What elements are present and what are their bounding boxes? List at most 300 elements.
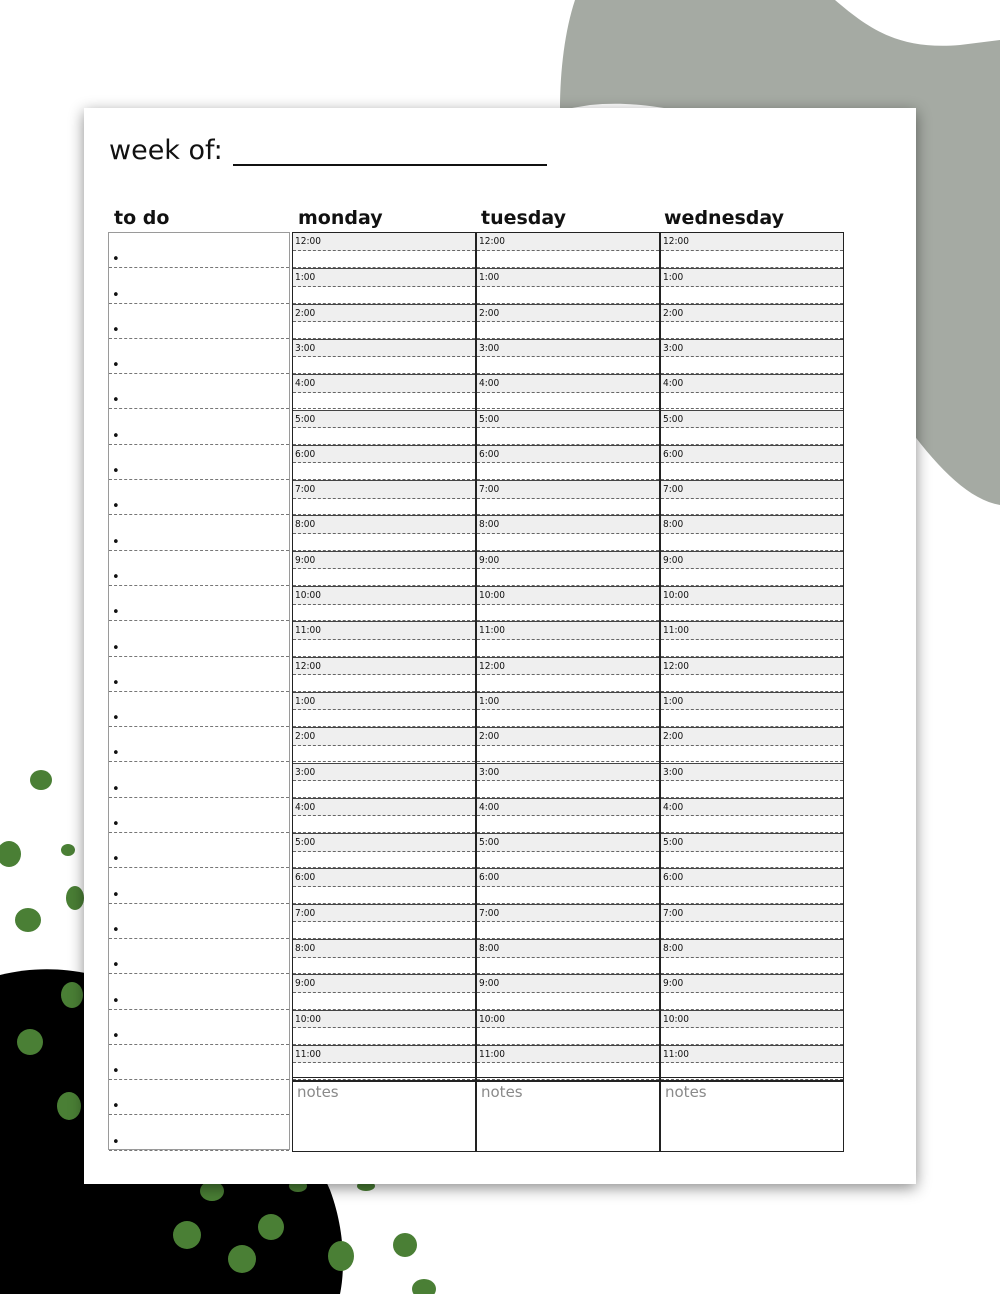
todo-item[interactable]	[109, 445, 289, 480]
slot-lower-half	[293, 921, 475, 939]
time-slot[interactable]	[661, 515, 843, 550]
todo-item[interactable]	[109, 763, 289, 798]
time-label: 4:00	[479, 801, 500, 813]
todo-heading: to do	[114, 207, 170, 229]
slot-upper-half	[661, 799, 843, 817]
todo-item[interactable]	[109, 1080, 289, 1115]
todo-item[interactable]	[109, 621, 289, 656]
time-label: 8:00	[663, 943, 684, 954]
bullet-icon: •	[112, 252, 120, 268]
todo-item[interactable]	[109, 1010, 289, 1045]
time-slot[interactable]	[477, 904, 659, 939]
bullet-icon: •	[112, 322, 120, 338]
slot-upper-half	[293, 411, 475, 429]
time-label: 7:00	[663, 484, 684, 496]
time-slot[interactable]	[293, 374, 475, 409]
time-label: 1:00	[479, 272, 500, 284]
time-slot[interactable]	[661, 304, 843, 339]
slot-lower-half	[661, 463, 843, 481]
todo-item[interactable]	[109, 1116, 289, 1151]
slot-lower-half	[477, 674, 659, 692]
slot-lower-half	[293, 710, 475, 728]
todo-item[interactable]	[109, 374, 289, 409]
slot-lower-half	[477, 604, 659, 622]
notes-label: notes	[665, 1083, 707, 1101]
time-label: 5:00	[295, 837, 316, 849]
time-slot[interactable]	[293, 586, 475, 621]
time-label: 12:00	[663, 660, 689, 672]
time-label: 10:00	[479, 590, 505, 601]
time-label: 2:00	[479, 307, 500, 319]
time-label: 5:00	[479, 413, 500, 425]
time-label: 7:00	[295, 484, 316, 496]
slot-lower-half	[293, 957, 475, 975]
slot-lower-half	[661, 639, 843, 657]
time-label: 12:00	[295, 660, 321, 672]
todo-item[interactable]	[109, 339, 289, 374]
time-slot[interactable]	[477, 974, 659, 1009]
slot-lower-half	[661, 745, 843, 763]
slot-lower-half	[293, 533, 475, 551]
bullet-icon: •	[112, 358, 120, 374]
slot-lower-half	[477, 710, 659, 728]
slot-upper-half	[293, 481, 475, 499]
slot-upper-half	[661, 305, 843, 323]
time-slot[interactable]	[477, 939, 659, 974]
time-slot[interactable]	[293, 833, 475, 868]
todo-item[interactable]	[109, 727, 289, 762]
slot-lower-half	[661, 533, 843, 551]
time-slot[interactable]	[477, 586, 659, 621]
slot-upper-half	[661, 869, 843, 887]
time-label: 3:00	[479, 766, 500, 778]
time-label: 2:00	[663, 307, 684, 319]
bullet-icon: •	[112, 1064, 120, 1080]
todo-item[interactable]	[109, 974, 289, 1009]
monday-notes[interactable]	[292, 1081, 476, 1152]
week-of-blank-line[interactable]	[233, 138, 547, 166]
time-slot[interactable]	[661, 233, 843, 268]
slot-lower-half	[661, 427, 843, 445]
bullet-icon: •	[112, 887, 120, 903]
time-slot[interactable]	[477, 1045, 659, 1080]
time-slot[interactable]	[477, 692, 659, 727]
time-slot[interactable]	[477, 868, 659, 903]
wednesday-heading: wednesday	[664, 207, 784, 229]
slot-lower-half	[293, 251, 475, 269]
time-slot[interactable]	[477, 727, 659, 762]
slot-lower-half	[293, 321, 475, 339]
time-label: 8:00	[479, 943, 500, 954]
slot-lower-half	[293, 286, 475, 304]
time-label: 5:00	[479, 837, 500, 849]
slot-lower-half	[293, 357, 475, 375]
slot-upper-half	[293, 869, 475, 887]
slot-lower-half	[661, 1027, 843, 1045]
time-slot[interactable]	[293, 798, 475, 833]
slot-lower-half	[477, 498, 659, 516]
slot-lower-half	[661, 710, 843, 728]
bullet-icon: •	[112, 675, 120, 691]
wednesday-notes[interactable]	[660, 1081, 844, 1152]
slot-lower-half	[293, 427, 475, 445]
bullet-icon: •	[112, 605, 120, 621]
slot-upper-half	[293, 375, 475, 393]
time-label: 11:00	[295, 1048, 321, 1060]
time-slot[interactable]	[661, 410, 843, 445]
time-slot[interactable]	[661, 268, 843, 303]
slot-lower-half	[293, 780, 475, 798]
time-label: 6:00	[295, 872, 316, 884]
slot-upper-half	[477, 940, 659, 958]
slot-upper-half	[661, 728, 843, 746]
slot-upper-half	[477, 269, 659, 287]
time-slot[interactable]	[661, 798, 843, 833]
slot-upper-half	[477, 834, 659, 852]
slot-lower-half	[477, 392, 659, 410]
todo-item[interactable]	[109, 657, 289, 692]
slot-upper-half	[661, 481, 843, 499]
todo-item[interactable]	[109, 798, 289, 833]
bullet-icon: •	[112, 1028, 120, 1044]
time-slot[interactable]	[477, 551, 659, 586]
time-label: 10:00	[479, 1013, 505, 1025]
time-label: 6:00	[479, 872, 500, 884]
time-label: 8:00	[295, 519, 316, 531]
time-slot[interactable]	[477, 1010, 659, 1045]
time-slot[interactable]	[661, 692, 843, 727]
slot-upper-half	[477, 764, 659, 782]
time-label: 12:00	[663, 236, 689, 247]
bullet-icon: •	[112, 852, 120, 868]
time-label: 8:00	[663, 519, 684, 531]
slot-lower-half	[661, 886, 843, 904]
slot-lower-half	[661, 992, 843, 1010]
slot-upper-half	[661, 834, 843, 852]
bullet-icon: •	[112, 922, 120, 938]
wednesday-schedule	[660, 232, 844, 1152]
slot-lower-half	[477, 816, 659, 834]
slot-lower-half	[477, 568, 659, 586]
time-label: 11:00	[663, 625, 689, 637]
slot-upper-half	[661, 905, 843, 923]
slot-lower-half	[661, 321, 843, 339]
todo-item[interactable]	[109, 868, 289, 903]
time-slot[interactable]	[293, 339, 475, 374]
slot-lower-half	[477, 286, 659, 304]
time-label: 3:00	[663, 766, 684, 778]
time-label: 11:00	[663, 1048, 689, 1060]
bullet-icon: •	[112, 534, 120, 550]
time-slot[interactable]	[293, 657, 475, 692]
time-label: 4:00	[663, 378, 684, 390]
slot-upper-half	[293, 305, 475, 323]
time-slot[interactable]	[293, 551, 475, 586]
time-slot[interactable]	[477, 233, 659, 268]
time-label: 2:00	[295, 731, 316, 743]
slot-upper-half	[661, 340, 843, 358]
slot-upper-half	[477, 481, 659, 499]
time-slot[interactable]	[661, 551, 843, 586]
time-slot[interactable]	[293, 233, 475, 268]
todo-item[interactable]	[109, 692, 289, 727]
time-label: 9:00	[479, 554, 500, 566]
slot-lower-half	[477, 639, 659, 657]
time-slot[interactable]	[477, 798, 659, 833]
todo-item[interactable]	[109, 904, 289, 939]
slot-upper-half	[661, 516, 843, 534]
todo-list	[108, 232, 290, 1150]
time-label: 10:00	[295, 590, 321, 601]
slot-upper-half	[293, 693, 475, 711]
slot-upper-half	[661, 940, 843, 958]
time-slot[interactable]	[293, 727, 475, 762]
time-label: 3:00	[479, 342, 500, 354]
slot-upper-half	[661, 764, 843, 782]
notes-label: notes	[481, 1083, 523, 1101]
slot-upper-half	[293, 940, 475, 958]
time-slot[interactable]	[661, 974, 843, 1009]
todo-item[interactable]	[109, 233, 289, 268]
time-slot[interactable]	[477, 374, 659, 409]
bullet-icon: •	[112, 287, 120, 303]
time-label: 3:00	[295, 766, 316, 778]
slot-lower-half	[293, 1027, 475, 1045]
time-slot[interactable]	[477, 410, 659, 445]
time-slot[interactable]	[661, 1010, 843, 1045]
slot-upper-half	[293, 340, 475, 358]
slot-upper-half	[293, 905, 475, 923]
time-slot[interactable]	[293, 410, 475, 445]
todo-item[interactable]	[109, 268, 289, 303]
time-slot[interactable]	[661, 621, 843, 656]
monday-heading: monday	[298, 207, 383, 229]
slot-lower-half	[477, 463, 659, 481]
slot-upper-half	[293, 269, 475, 287]
time-slot[interactable]	[661, 480, 843, 515]
time-label: 11:00	[295, 625, 321, 637]
bullet-icon: •	[112, 817, 120, 833]
slot-upper-half	[477, 411, 659, 429]
time-slot[interactable]	[293, 939, 475, 974]
time-label: 5:00	[663, 413, 684, 425]
time-label: 9:00	[663, 554, 684, 566]
slot-upper-half	[661, 375, 843, 393]
time-label: 9:00	[295, 554, 316, 566]
time-label: 1:00	[663, 272, 684, 284]
time-slot[interactable]	[293, 1010, 475, 1045]
slot-lower-half	[477, 251, 659, 269]
time-slot[interactable]	[293, 692, 475, 727]
time-slot[interactable]	[661, 763, 843, 798]
slot-upper-half	[661, 693, 843, 711]
time-slot[interactable]	[293, 763, 475, 798]
time-slot[interactable]	[293, 621, 475, 656]
week-of-label: week of:	[109, 135, 223, 166]
time-slot[interactable]	[661, 727, 843, 762]
slot-upper-half	[293, 552, 475, 570]
time-label: 10:00	[295, 1013, 321, 1025]
slot-upper-half	[293, 446, 475, 464]
slot-lower-half	[477, 321, 659, 339]
time-label: 12:00	[479, 660, 505, 672]
slot-lower-half	[477, 780, 659, 798]
slot-upper-half	[661, 552, 843, 570]
time-label: 10:00	[663, 1013, 689, 1025]
slot-upper-half	[477, 375, 659, 393]
todo-item[interactable]	[109, 586, 289, 621]
time-slot[interactable]	[477, 445, 659, 480]
slot-upper-half	[477, 340, 659, 358]
time-slot[interactable]	[477, 763, 659, 798]
slot-lower-half	[293, 851, 475, 869]
time-slot[interactable]	[477, 657, 659, 692]
slot-lower-half	[293, 639, 475, 657]
bullet-icon: •	[112, 993, 120, 1009]
slot-lower-half	[293, 816, 475, 834]
slot-upper-half	[477, 516, 659, 534]
slot-lower-half	[293, 886, 475, 904]
slot-upper-half	[293, 834, 475, 852]
slot-upper-half	[477, 552, 659, 570]
time-slot[interactable]	[293, 445, 475, 480]
slot-upper-half	[477, 975, 659, 993]
slot-upper-half	[661, 975, 843, 993]
time-slot[interactable]	[477, 515, 659, 550]
slot-lower-half	[661, 957, 843, 975]
slot-upper-half	[293, 975, 475, 993]
slot-lower-half	[661, 251, 843, 269]
slot-lower-half	[661, 921, 843, 939]
bullet-icon: •	[112, 958, 120, 974]
bullet-icon: •	[112, 781, 120, 797]
tuesday-heading: tuesday	[481, 207, 567, 229]
time-slot[interactable]	[661, 833, 843, 868]
monday-schedule	[292, 232, 476, 1152]
time-slot[interactable]	[293, 268, 475, 303]
time-label: 2:00	[663, 731, 684, 743]
slot-upper-half	[293, 764, 475, 782]
slot-upper-half	[477, 869, 659, 887]
slot-upper-half	[477, 799, 659, 817]
time-slot[interactable]	[293, 974, 475, 1009]
todo-item[interactable]	[109, 304, 289, 339]
time-label: 1:00	[295, 272, 316, 284]
time-slot[interactable]	[661, 868, 843, 903]
time-label: 1:00	[663, 695, 684, 707]
slot-upper-half	[293, 799, 475, 817]
slot-lower-half	[661, 604, 843, 622]
time-slot[interactable]	[661, 939, 843, 974]
time-slot[interactable]	[661, 445, 843, 480]
bullet-icon: •	[112, 640, 120, 656]
time-slot[interactable]	[293, 904, 475, 939]
time-label: 8:00	[479, 519, 500, 531]
time-label: 1:00	[295, 695, 316, 707]
time-slot[interactable]	[293, 304, 475, 339]
todo-item[interactable]	[109, 551, 289, 586]
time-label: 10:00	[663, 590, 689, 601]
time-slot[interactable]	[661, 1045, 843, 1080]
bullet-icon: •	[112, 569, 120, 585]
slot-lower-half	[477, 745, 659, 763]
slot-lower-half	[477, 357, 659, 375]
time-slot[interactable]	[293, 515, 475, 550]
bullet-icon: •	[112, 1134, 120, 1150]
todo-item[interactable]	[109, 833, 289, 868]
slot-upper-half	[661, 411, 843, 429]
time-slot[interactable]	[477, 621, 659, 656]
slot-upper-half	[477, 905, 659, 923]
slot-upper-half	[293, 728, 475, 746]
todo-item[interactable]	[109, 1045, 289, 1080]
time-slot[interactable]	[661, 374, 843, 409]
bullet-icon: •	[112, 1099, 120, 1115]
todo-item[interactable]	[109, 410, 289, 445]
bullet-icon: •	[112, 746, 120, 762]
slot-upper-half	[661, 269, 843, 287]
time-slot[interactable]	[661, 339, 843, 374]
todo-item[interactable]	[109, 515, 289, 550]
time-label: 1:00	[479, 695, 500, 707]
time-label: 7:00	[479, 484, 500, 496]
tuesday-notes[interactable]	[476, 1081, 660, 1152]
time-label: 6:00	[479, 448, 500, 460]
slot-lower-half	[661, 674, 843, 692]
time-slot[interactable]	[293, 480, 475, 515]
time-label: 8:00	[295, 943, 316, 954]
time-label: 5:00	[663, 837, 684, 849]
time-slot[interactable]	[293, 868, 475, 903]
time-slot[interactable]	[477, 304, 659, 339]
time-slot[interactable]	[293, 1045, 475, 1080]
time-slot[interactable]	[661, 904, 843, 939]
slot-lower-half	[477, 427, 659, 445]
slot-lower-half	[293, 463, 475, 481]
bullet-icon: •	[112, 464, 120, 480]
slot-lower-half	[661, 357, 843, 375]
time-label: 3:00	[295, 342, 316, 354]
slot-upper-half	[477, 693, 659, 711]
time-slot[interactable]	[661, 657, 843, 692]
time-slot[interactable]	[477, 268, 659, 303]
time-slot[interactable]	[477, 480, 659, 515]
slot-lower-half	[293, 674, 475, 692]
time-label: 4:00	[479, 378, 500, 390]
slot-lower-half	[293, 392, 475, 410]
bullet-icon: •	[112, 711, 120, 727]
slot-lower-half	[293, 498, 475, 516]
planner-sheet	[84, 108, 916, 1184]
todo-item[interactable]	[109, 939, 289, 974]
slot-lower-half	[661, 780, 843, 798]
time-label: 9:00	[479, 978, 500, 990]
slot-upper-half	[661, 446, 843, 464]
time-slot[interactable]	[477, 339, 659, 374]
slot-lower-half	[661, 851, 843, 869]
todo-item[interactable]	[109, 480, 289, 515]
time-label: 2:00	[295, 307, 316, 319]
time-label: 11:00	[479, 625, 505, 637]
time-slot[interactable]	[477, 833, 659, 868]
bullet-icon: •	[112, 428, 120, 444]
time-label: 6:00	[663, 448, 684, 460]
time-label: 11:00	[479, 1048, 505, 1060]
time-label: 2:00	[479, 731, 500, 743]
slot-lower-half	[293, 745, 475, 763]
slot-lower-half	[477, 851, 659, 869]
time-slot[interactable]	[661, 586, 843, 621]
